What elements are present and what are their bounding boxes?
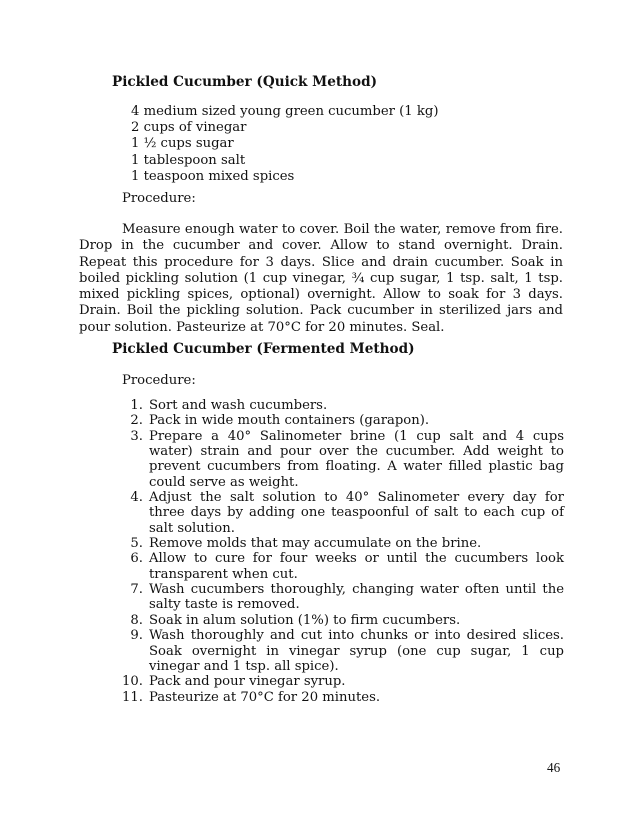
list-item [113, 674, 564, 689]
step-text: Sort and wash cucumbers. [149, 398, 328, 413]
step-number: 4. [130, 490, 143, 506]
quick-procedure-paragraph: Measure enough water to cover. Boil the water, remove from fire. Drop in the cucumber and cover. Allow to stand overnight. Drain. Repeat this procedure for 3 days. Slice and drain cucumber. Soak in boiled pickling solution (1 cup vinegar, ¾ cup sugar, 1 tsp. salt, 1 tsp. mixed pickling spices, optional) overnight. Allow to soak for 3 days. Drain. Boil the pickling solution. Pack cucumber in sterilized jars and pour solution. Pasteurize at 70°C for 20 minutes. Seal. [79, 222, 563, 335]
step-text: Soak in alum solution (1%) to firm cucumbers. [149, 612, 461, 628]
ingredient-item: 1 ½ cups sugar [131, 136, 234, 152]
list-item [113, 536, 564, 551]
step-text: Allow to cure for four weeks or until the cucumbers look transparent when cut. [149, 551, 564, 582]
page-number: 46 [547, 760, 561, 775]
step-text: Adjust the salt solution to 40° Salinometer every day for three days by adding one teaspoonful of salt to each cup of salt solution. [149, 490, 564, 536]
step-text: Wash cucumbers thoroughly, changing water often until the salty taste is removed. [149, 582, 564, 613]
list-item [113, 582, 564, 613]
step-number: 9. [130, 628, 143, 644]
step-number: 5. [130, 536, 143, 552]
step-text: Pack in wide mouth containers (garapon). [149, 413, 430, 429]
step-number: 7. [130, 582, 143, 598]
step-number: 6. [130, 551, 143, 567]
fermented-method-title: Pickled Cucumber (Fermented Method) [112, 341, 415, 357]
list-item [113, 690, 564, 705]
step-text: Pasteurize at 70°C for 20 minutes. [149, 689, 381, 705]
ingredient-item: 4 medium sized young green cucumber (1 kg) [131, 104, 439, 119]
list-item [113, 551, 564, 582]
list-item [113, 429, 564, 490]
step-number: 1. [130, 398, 143, 413]
step-number: 11. [122, 689, 143, 705]
step-text: Remove molds that may accumulate on the brine. [149, 536, 482, 552]
step-text: Pack and pour vinegar syrup. [149, 674, 346, 690]
step-number: 2. [130, 413, 143, 429]
quick-method-title: Pickled Cucumber (Quick Method) [112, 74, 378, 90]
step-text: Wash thoroughly and cut into chunks or into desired slices. Soak overnight in vinegar syrup (one cup sugar, 1 cup vinegar and 1 tsp. all spice). [149, 628, 564, 674]
list-item [113, 490, 564, 536]
list-item [113, 398, 564, 413]
fermented-procedure-label: Procedure: [122, 373, 196, 388]
step-number: 3. [130, 428, 143, 444]
quick-procedure-label: Procedure: [122, 191, 196, 206]
step-text: Prepare a 40° Salinometer brine (1 cup salt and 4 cups water) strain and pour over the cucumber. Add weight to prevent cucumbers from floating. A water filled plastic bag could serve as weight. [149, 428, 564, 490]
step-number: 10. [122, 674, 143, 690]
ingredient-item: 1 tablespoon salt [131, 152, 246, 168]
list-item [113, 628, 564, 674]
ingredient-item: 1 teaspoon mixed spices [131, 168, 295, 184]
list-item [113, 413, 564, 428]
ingredient-list [131, 104, 438, 185]
ingredient-item: 2 cups of vinegar [131, 120, 247, 136]
step-number: 8. [130, 612, 143, 628]
list-item [113, 613, 564, 628]
fermented-steps-list [113, 398, 564, 705]
